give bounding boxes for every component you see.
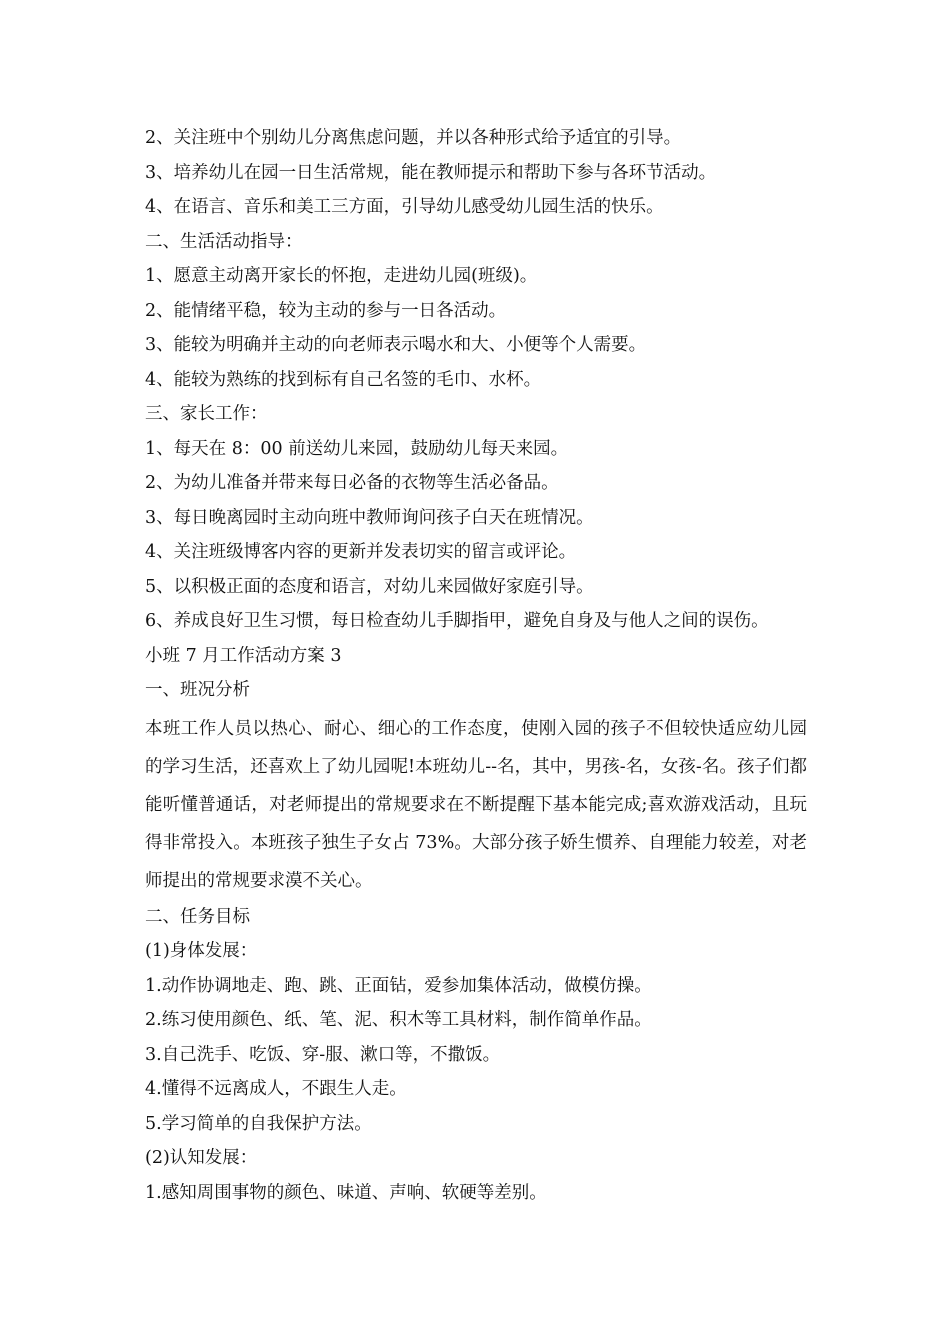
section-heading: 三、家长工作： (145, 404, 268, 424)
text-line: 4、关注班级博客内容的更新并发表切实的留言或评论。 (145, 542, 577, 562)
text-line: 2、能情绪平稳，较为主动的参与一日各活动。 (145, 300, 507, 321)
section-heading: 一、班况分析 (145, 680, 250, 700)
text-line: 2、为幼儿准备并带来每日必备的衣物等生活必备品。 (145, 473, 559, 493)
text-line: 5、以积极正面的态度和语言，对幼儿来园做好家庭引导。 (145, 576, 594, 597)
text-line: 2、关注班中个别幼儿分离焦虑问题，并以各种形式给予适宜的引导。 (145, 128, 682, 148)
subsection-heading: (2)认知发展： (145, 1148, 258, 1168)
text-line: 3、能较为明确并主动的向老师表示喝水和大、小便等个人需要。 (145, 335, 647, 355)
text-line: 4.懂得不远离成人，不跟生人走。 (145, 1079, 407, 1099)
section-heading: 二、生活活动指导： (145, 231, 303, 252)
text-line: 1、愿意主动离开家长的怀抱，走进幼儿园(班级)。 (145, 266, 538, 286)
class-analysis-paragraph: 本班工作人员以热心、耐心、细心的工作态度，使刚入园的孩子不但较快适应幼儿园的学习生活，还喜欢上了幼儿园呢!本班幼儿--名，其中，男孩-名，女孩-名。孩子们都能听懂普通话，对老师提出的常规要求在不断提醒下基本能完成;喜欢游戏活动，且玩得非常投入。本班孩子独生子女占 73%。大部分孩子娇生惯养、自理能力较差，对老师提出的常规要求漠不关心。 (145, 718, 807, 891)
text-line: 2.练习使用颜色、纸、笔、泥、积木等工具材料，制作简单作品。 (145, 1010, 652, 1030)
document-body (145, 121, 807, 1210)
plan-title: 小班 7 月工作活动方案 3 (145, 645, 342, 666)
text-line: 4、能较为熟练的找到标有自己名签的毛巾、水杯。 (145, 369, 542, 390)
text-line: 3、每日晚离园时主动向班中教师询问孩子白天在班情况。 (145, 507, 594, 528)
text-line: 3.自己洗手、吃饭、穿-服、漱口等，不撒饭。 (145, 1044, 501, 1065)
text-line: 4、在语言、音乐和美工三方面，引导幼儿感受幼儿园生活的快乐。 (145, 197, 664, 217)
text-line: 6、养成良好卫生习惯，每日检查幼儿手脚指甲，避免自身及与他人之间的误伤。 (145, 611, 769, 631)
text-line: 3、培养幼儿在园一日生活常规，能在教师提示和帮助下参与各环节活动。 (145, 162, 717, 183)
section-heading: 二、任务目标 (145, 906, 250, 927)
text-line: 1.感知周围事物的颜色、味道、声响、软硬等差别。 (145, 1182, 547, 1203)
text-line: 1.动作协调地走、跑、跳、正面钻，爱参加集体活动，做模仿操。 (145, 975, 652, 996)
text-line: 1、每天在 8：00 前送幼儿来园，鼓励幼儿每天来园。 (145, 438, 569, 459)
subsection-heading: (1)身体发展： (145, 941, 258, 961)
text-line: 5.学习简单的自我保护方法。 (145, 1113, 372, 1134)
